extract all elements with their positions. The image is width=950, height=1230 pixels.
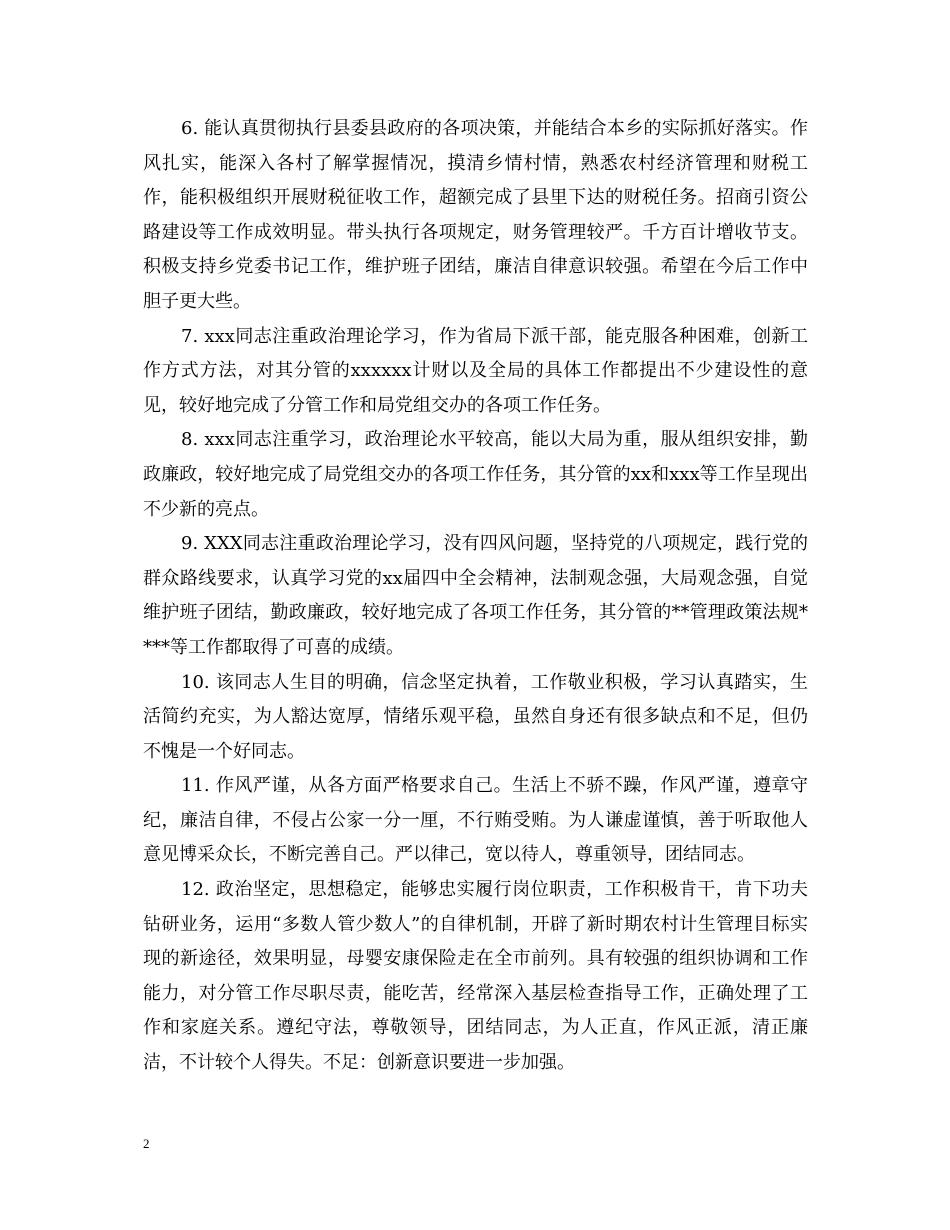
paragraph-item-12: 12. 政治坚定，思想稳定，能够忠实履行岗位职责，工作积极肯干，肯下功夫钻研业务，运用“多数人管少数人”的自律机制，开辟了新时期农村计生管理目标实现的新途径，效果明显，母婴安康保险走在全市前列。具有较强的组织协调和工作能力，对分管工作尽职尽责，能吃苦，经常深入基层检查指导工作，正确处理了工作和家庭关系。遵纪守法，尊敬领导，团结同志，为人正直，作风正派，清正廉洁，不计较个人得失。不足：创新意识要进一步加强。: [143, 879, 808, 1074]
paragraph-item-6: 6. 能认真贯彻执行县委县政府的各项决策，并能结合本乡的实际抓好落实。作风扎实，能深入各村了解掌握情况，摸清乡情村情，熟悉农村经济管理和财税工作，能积极组织开展财税征收工作，超额完成了县里下达的财税任务。招商引资公路建设等工作成效明显。带头执行各项规定，财务管理较严。千方百计增收节支。积极支持乡党委书记工作，维护班子团结，廉洁自律意识较强。希望在今后工作中胆子更大些。: [143, 118, 808, 312]
paragraph-item-7: 7. xxx同志注重政治理论学习，作为省局下派干部，能克服各种困难，创新工作方式方法，对其分管的xxxxxx计财以及全局的具体工作都提出不少建设性的意见，较好地完成了分管工作和局党组交办的各项工作任务。: [143, 325, 808, 416]
paragraph-item-9: 9. XXX同志注重政治理论学习，没有四风问题，坚持党的八项规定，践行党的群众路线要求，认真学习党的xx届四中全会精神，法制观念强，大局观念强，自觉维护班子团结，勤政廉政，较好地完成了各项工作任务，其分管的**管理政策法规****等工作都取得了可喜的成绩。: [143, 533, 808, 658]
paragraph-item-11: 11. 作风严谨，从各方面严格要求自己。生活上不骄不躁，作风严谨，遵章守纪，廉洁自律，不侵占公家一分一厘，不行贿受贿。为人谦虚谨慎，善于听取他人意见博采众长，不断完善自己。严以律己，宽以待人，尊重领导，团结同志。: [143, 775, 808, 866]
document-body: [143, 112, 808, 1081]
paragraph-item-10: 10. 该同志人生目的明确，信念坚定执着，工作敬业积极，学习认真踏实，生活简约充实，为人豁达宽厚，情绪乐观平稳，虽然自身还有很多缺点和不足，但仍不愧是一个好同志。: [143, 671, 808, 762]
page-number: 2: [143, 1136, 150, 1151]
paragraph-item-8: 8. xxx同志注重学习，政治理论水平较高，能以大局为重，服从组织安排，勤政廉政，较好地完成了局党组交办的各项工作任务，其分管的xx和xxx等工作呈现出不少新的亮点。: [143, 429, 808, 520]
